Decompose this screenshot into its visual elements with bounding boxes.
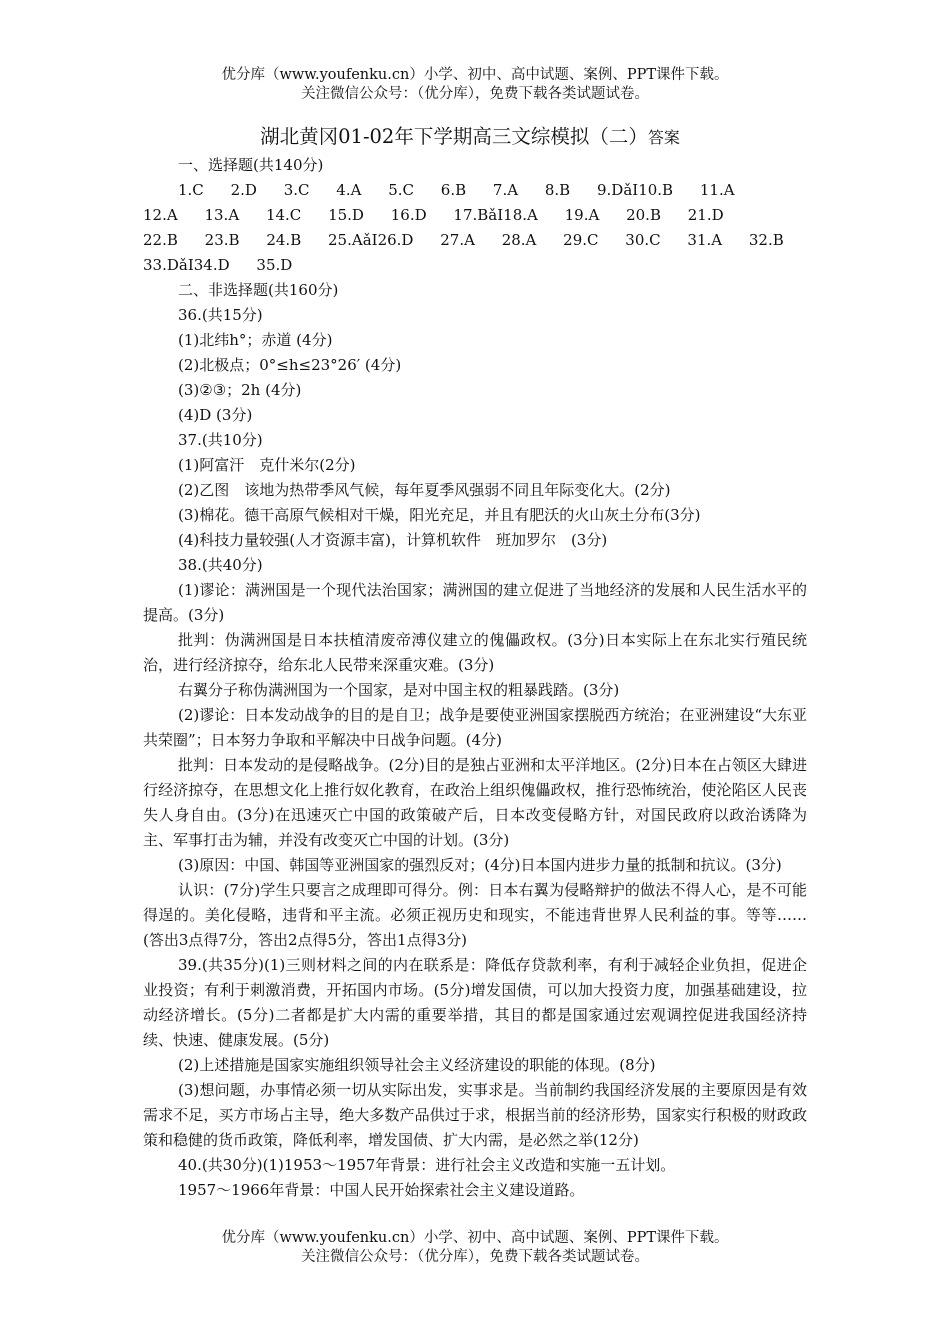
choice-answer: 29.C xyxy=(563,231,599,249)
choice-answer: 11.A xyxy=(699,181,735,199)
q36-heading: 36.(共15分) xyxy=(178,306,263,324)
q37-heading: 37.(共10分) xyxy=(178,431,263,449)
page-title xyxy=(133,122,807,153)
q38-paragraph: 认识：(7分)学生只要言之成理即可得分。例：日本右翼为侵略辩护的做法不得人心，是不可能得逞的。美化侵略，违背和平主流。必须正视历史和现实，不能违背世界人民利益的事。等等……(答出3点得7分，答出2点得5分，答出1点得3分) xyxy=(143,881,807,949)
q38-paragraph: (2)谬论：日本发动战争的目的是自卫；战争是要使亚洲国家摆脱西方统治；在亚洲建设“大东亚共荣圈”；日本努力争取和平解决中日战争问题。(4分) xyxy=(143,706,807,749)
choice-answer: 4.A xyxy=(336,181,362,199)
q37-item: (2)乙图 该地为热带季风气候，每年夏季风强弱不同且年际变化大。(2分) xyxy=(178,481,671,499)
q37-item: (1)阿富汗 克什米尔(2分) xyxy=(178,456,356,474)
choice-answer: 30.C xyxy=(625,231,661,249)
q36-item: (1)北纬h°；赤道 (4分) xyxy=(178,331,333,349)
q38-paragraph: (3)原因：中国、韩国等亚洲国家的强烈反对；(4分)日本国内进步力量的抵制和抗议。(3分) xyxy=(178,856,782,874)
choice-answer: 15.D xyxy=(328,206,364,224)
choice-answer: 35.D xyxy=(256,256,293,274)
choice-answer: 7.A xyxy=(492,181,519,199)
choice-answer: 6.B xyxy=(440,181,467,199)
choice-answer: 3.C xyxy=(283,181,310,199)
choice-answer: 16.D xyxy=(390,206,427,224)
q36-item: (3)②③；2h (4分) xyxy=(178,381,302,399)
choice-answer: 2.D xyxy=(230,181,257,199)
choice-answer: 23.B xyxy=(204,231,240,249)
section2-heading: 二、非选择题(共160分) xyxy=(178,281,339,299)
q36-item: (4)D (3分) xyxy=(178,406,253,424)
section1-heading: 一、选择题(共140分) xyxy=(178,156,324,174)
choice-answer: 32.B xyxy=(748,231,784,249)
choice-answer: 12.A xyxy=(143,206,178,224)
q39-paragraph: (3)想问题，办事情必须一切从实际出发，实事求是。当前制约我国经济发展的主要原因是有效需求不足，买方市场占主导，绝大多数产品供过于求，根据当前的经济形势，国家实行积极的财政政策和稳健的货币政策，降低利率，增发国债、扩大内需，是必然之举(12分) xyxy=(143,1081,807,1149)
title-suffix: 答案 xyxy=(647,128,680,147)
choice-answer: 19.A xyxy=(564,206,600,224)
choice-answer: 8.B xyxy=(544,181,571,199)
q38-paragraph: 批判：日本发动的是侵略战争。(2分)目的是独占亚洲和太平洋地区。(2分)日本在占领区大肆进行经济掠夺，在思想文化上推行奴化教育，在政治上组织傀儡政权，推行恐怖统治，使沦陷区人民丧失人身自由。(3分)在迅速灭亡中国的政策破产后，日本改变侵略方针，对国民政府以政治诱降为主、军事打击为辅，并没有改变灭亡中国的计划。(3分) xyxy=(143,756,807,849)
footer-line-1: 优分库（www.youfenku.cn）小学、初中、高中试题、案例、PPT课件下载。 xyxy=(221,1230,729,1246)
choice-answer: 22.B xyxy=(143,231,178,249)
document-body xyxy=(143,122,807,1203)
q38-paragraph: (1)谬论：满洲国是一个现代法治国家；满洲国的建立促进了当地经济的发展和人民生活水平的提高。(3分) xyxy=(143,581,807,624)
q40-paragraph: 1957～1966年背景：中国人民开始探索社会主义建设道路。 xyxy=(178,1181,585,1199)
choice-answer: 1.C xyxy=(178,181,204,199)
q38-paragraph: 右翼分子称伪满洲国为一个国家，是对中国主权的粗暴践踏。(3分) xyxy=(178,681,620,699)
q39-paragraph: 39.(共35分)(1)三则材料之间的内在联系是：降低存贷款利率，有利于减轻企业负担，促进企业投资；有利于刺激消费，开拓国内市场。(5分)增发国债，可以加大投资力度，加强基础建设，拉动经济增长。(5分)二者都是扩大内需的重要举措，其目的都是国家通过宏观调控促进我国经济持续、快速、健康发展。(5分) xyxy=(143,956,807,1049)
header-line-2: 关注微信公众号：（优分库），免费下载各类试题试卷。 xyxy=(301,86,649,102)
choice-answer: 33.DǎI34.D xyxy=(143,256,230,274)
choice-answer: 9.DǎI10.B xyxy=(596,181,674,199)
footer-line-2: 关注微信公众号：（优分库），免费下载各类试题试卷。 xyxy=(301,1249,649,1265)
q37-item: (4)科技力量较强(人才资源丰富)，计算机软件 班加罗尔 (3分) xyxy=(178,531,608,549)
q37-item: (3)棉花。德干高原气候相对干燥，阳光充足，并且有肥沃的火山灰土分布(3分) xyxy=(178,506,701,524)
choice-answer: 31.A xyxy=(687,231,723,249)
page-header xyxy=(0,66,950,104)
choice-answer: 25.AǎI26.D xyxy=(328,231,414,249)
choice-answer: 13.A xyxy=(204,206,240,224)
choice-answers xyxy=(143,178,807,278)
choice-answer: 24.B xyxy=(266,231,302,249)
header-line-1: 优分库（www.youfenku.cn）小学、初中、高中试题、案例、PPT课件下载。 xyxy=(221,67,729,83)
choice-answer: 17.BǎI18.A xyxy=(453,206,538,224)
q36-item: (2)北极点；0°≤h≤23°26′ (4分) xyxy=(178,356,402,374)
choice-answer: 21.D xyxy=(687,206,724,224)
choice-answer: 20.B xyxy=(626,206,661,224)
q38-paragraph: 批判：伪满洲国是日本扶植清废帝溥仪建立的傀儡政权。(3分)日本实际上在东北实行殖民统治，进行经济掠夺，给东北人民带来深重灾难。(3分) xyxy=(143,631,807,674)
q39-paragraph: (2)上述措施是国家实施组织领导社会主义经济建设的职能的体现。(8分) xyxy=(178,1056,656,1074)
choice-answer: 14.C xyxy=(265,206,302,224)
q38-heading: 38.(共40分) xyxy=(178,556,263,574)
choice-answer: 27.A xyxy=(440,231,475,249)
title-main: 湖北黄冈01-02年下学期高三文综模拟（二） xyxy=(260,125,648,148)
page-footer xyxy=(0,1229,950,1267)
choice-answer: 5.C xyxy=(388,181,415,199)
q40-paragraph: 40.(共30分)(1)1953～1957年背景：进行社会主义改造和实施一五计划。 xyxy=(178,1156,676,1174)
choice-answer: 28.A xyxy=(501,231,537,249)
